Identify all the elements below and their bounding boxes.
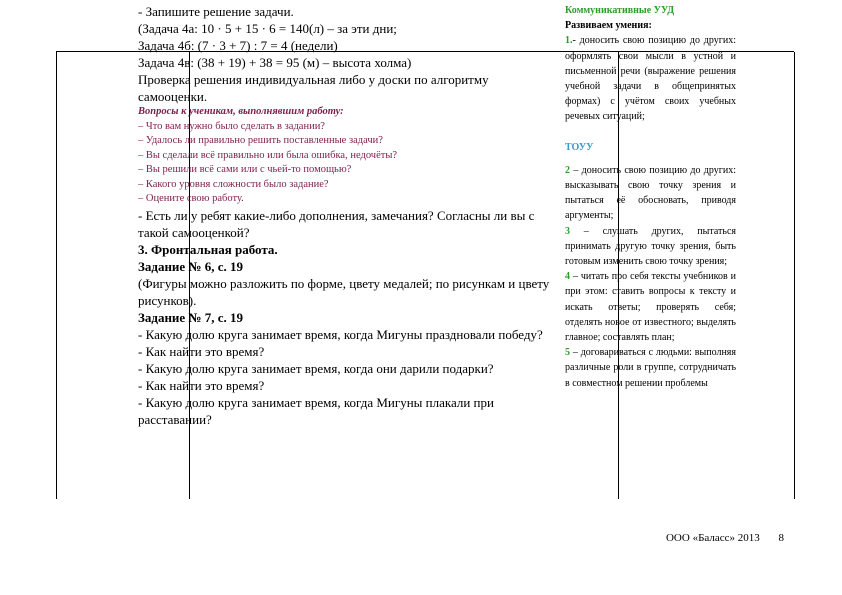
text-line: - Какую долю круга занимает время, когда Мигуны праздновали победу?: [138, 326, 543, 342]
item-number: 2: [565, 164, 570, 176]
text-line: - Есть ли у ребят какие-либо дополнения, замечания? Согласны ли вы с такой самооценкой?: [138, 207, 535, 240]
item-text: – слушать других, пытаться принимать другую точку зрения, быть готовым изменить свою точку зрения;: [565, 225, 736, 268]
section-heading: 3. Фронтальная работа.: [138, 241, 278, 257]
uud-item: [565, 224, 736, 270]
text-line: - Какую долю круга занимает время, когда они дарили подарки?: [138, 360, 494, 376]
item-number: 3: [565, 225, 570, 237]
questions-title: Вопросы к ученикам, выполнявшим работу:: [138, 106, 344, 117]
uud-item: [565, 163, 736, 224]
question-item: – Вы сделали всё правильно или была ошибка, недочёты?: [138, 149, 398, 161]
item-number: 4: [565, 271, 570, 283]
footer-company: ООО «Баласс» 2013: [665, 532, 760, 544]
page-footer: [666, 532, 784, 544]
item-number: 5: [565, 347, 570, 359]
text-line: - Как найти это время?: [138, 377, 265, 393]
item-text: - доносить свою позицию до других: оформлять свои мысли в устной и письменной речи (выражение решения учебной задачи в общепринятых формах) с учётом своих учебных речевых ситуаций;: [565, 35, 736, 123]
uud-item: [565, 33, 736, 124]
text-line: Задача 4в: (38 + 19) + 38 = 95 (м) – высота холма): [138, 55, 412, 70]
text-line: Проверка решения индивидуальная либо у доски по алгоритму самооценки.: [138, 72, 489, 104]
spacer: [565, 125, 736, 140]
text-line: (Фигуры можно разложить по форме, цвету медалей; по рисункам и цвету рисунков).: [138, 275, 550, 308]
item-text: – читать про себя тексты учебников и при этом: ставить вопросы к тексту и искать ответы; проверять себя; отделять новое от известного; выделять главное; составлять план;: [565, 271, 736, 344]
comm-uud-title: Коммуникативные УУД: [565, 5, 675, 16]
text-line: - Запишите решение задачи.: [138, 4, 294, 19]
spacer: [565, 155, 736, 163]
text-line: - Как найти это время?: [138, 343, 265, 359]
text-line: Задача 4б: (7 · 3 + 7) : 7 = 4 (недели): [138, 38, 338, 53]
uud-item: [565, 345, 736, 391]
question-item: – Удалось ли правильно решить поставленные задачи?: [138, 135, 383, 146]
activity-cell: [138, 3, 558, 428]
develop-label: Развиваем умения:: [565, 20, 652, 32]
item-text: – доносить свою позицию до других: высказывать свою точку зрения и пытаться её обосновать, приводя аргументы;: [565, 164, 736, 222]
task-heading: Задание № 7, с. 19: [138, 309, 244, 325]
text-line: (Задача 4а: 10 · 5 + 15 · 6 = 140(л) – за эти дни;: [138, 21, 397, 36]
item-number: 1.: [565, 35, 573, 47]
question-item: – Вы решили всё сами или с чьей-то помощью?: [138, 164, 352, 175]
question-item: – Что вам нужно было сделать в задании?: [138, 120, 325, 132]
toyu-title: ТОУУ: [565, 141, 594, 153]
item-text: – договариваться с людьми: выполняя различные роли в группе, сотрудничать в совместном решении проблемы: [565, 347, 736, 389]
text-line: - Какую долю круга занимает время, когда Мигуны плакали при расставании?: [138, 394, 494, 427]
uud-cell: [565, 3, 736, 391]
task-heading: Задание № 6, с. 19: [138, 258, 244, 274]
page-number: 8: [778, 532, 784, 544]
question-item: – Какого уровня сложности было задание?: [138, 178, 329, 190]
uud-item: [565, 269, 736, 345]
question-item: – Оцените свою работу.: [138, 193, 244, 204]
